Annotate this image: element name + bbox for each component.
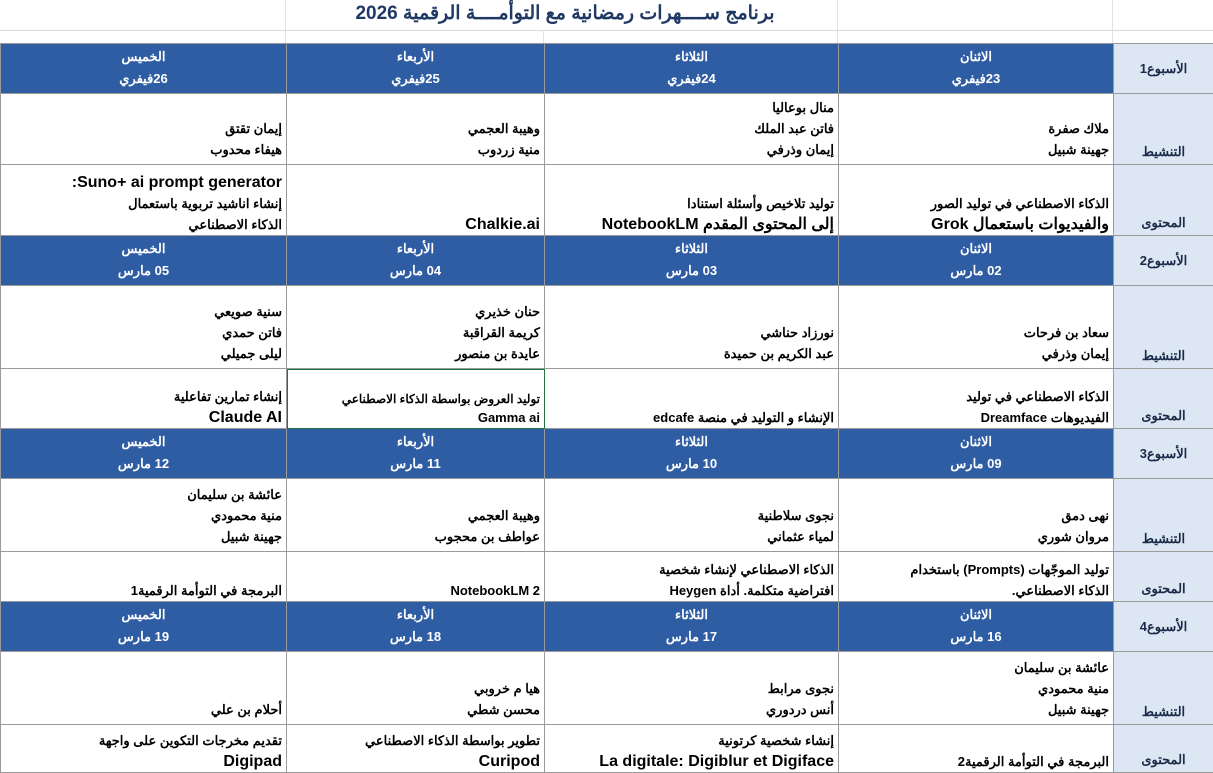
cell-line: البرمجة في التوأمة الرقمية2 (843, 751, 1109, 772)
cell-line: توليد العروض بواسطة الذكاء الاصطناعي (291, 391, 540, 407)
cell-line: وهيبة العجمي (291, 505, 540, 526)
day-name: الأربعاء (291, 431, 540, 453)
day-name: الخميس (5, 46, 282, 68)
content-label[interactable]: المحتوى (1114, 552, 1213, 602)
cell-line: جهينة شبيل (843, 139, 1109, 160)
cell-line: إلى المحتوى المقدم NotebookLM (549, 214, 834, 235)
gridline (285, 0, 286, 30)
cell-line: عائشة بن سليمان (5, 484, 282, 505)
day-name: الأربعاء (291, 46, 540, 68)
cell-line: كريمة القراقبة (291, 322, 540, 343)
activity-cell[interactable] (839, 652, 1114, 725)
cell-line: ليلى جميلي (5, 343, 282, 364)
activity-cell[interactable] (1, 652, 287, 725)
day-header-cell[interactable] (839, 44, 1114, 94)
day-header-cell[interactable] (839, 236, 1114, 286)
day-date: 25فيفري (291, 68, 540, 90)
cell-line: توليد الموجّهات (Prompts) باستخدام (843, 559, 1109, 580)
day-name: الاثنان (843, 604, 1109, 626)
cell-line: Curipod (291, 751, 540, 772)
activity-cell[interactable] (287, 652, 545, 725)
content-label[interactable]: المحتوى (1114, 165, 1213, 236)
cell-line: إيمان وذرفي (549, 139, 834, 160)
day-header-cell[interactable] (545, 236, 839, 286)
cell-line: Digipad (5, 751, 282, 772)
cell-line: منال بوعاليا (549, 97, 834, 118)
day-header-cell[interactable] (839, 602, 1114, 652)
day-name: الاثنان (843, 46, 1109, 68)
schedule-table (0, 43, 1213, 773)
day-header-cell[interactable] (287, 44, 545, 94)
content-cell[interactable] (287, 725, 545, 773)
activity-cell[interactable] (1, 479, 287, 552)
day-date: 02 مارس (843, 260, 1109, 282)
cell-line: Gamma ai (291, 407, 540, 428)
day-header-cell[interactable] (545, 429, 839, 479)
day-name: الأربعاء (291, 238, 540, 260)
cell-line: والفيديوات باستعمال Grok (843, 214, 1109, 235)
cell-line: سنية صويعي (5, 301, 282, 322)
day-name: الاثنان (843, 431, 1109, 453)
day-header-cell[interactable] (839, 429, 1114, 479)
day-date: 11 مارس (291, 453, 540, 475)
page-title: برنامج ســــهرات رمضانية مع التوأمــــة الرقمية 2026 (290, 2, 840, 25)
activity-cell[interactable] (545, 652, 839, 725)
cell-line: نجوى سلاطنية (549, 505, 834, 526)
cell-line: أحلام بن علي (5, 699, 282, 720)
content-cell[interactable] (839, 725, 1114, 773)
cell-line: نورزاد حناشي (549, 322, 834, 343)
day-name: الثلاثاء (549, 46, 834, 68)
content-cell[interactable] (1, 725, 287, 773)
day-date: 09 مارس (843, 453, 1109, 475)
cell-line: جهينة شبيل (5, 526, 282, 547)
content-cell[interactable] (287, 165, 545, 236)
content-cell[interactable] (1, 552, 287, 602)
content-cell[interactable] (545, 552, 839, 602)
day-name: الأربعاء (291, 604, 540, 626)
day-date: 05 مارس (5, 260, 282, 282)
gridline (1112, 0, 1113, 30)
day-name: الخميس (5, 238, 282, 260)
cell-line: لمياء عثماني (549, 526, 834, 547)
cell-line: NotebookLM 2 (291, 580, 540, 601)
cell-line: فاتن عبد الملك (549, 118, 834, 139)
day-date: 24فيفري (549, 68, 834, 90)
activity-cell[interactable] (839, 94, 1114, 165)
cell-line: هيفاء محدوب (5, 139, 282, 160)
content-cell[interactable] (839, 165, 1114, 236)
cell-line: إنشاء تمارين تفاعلية (5, 386, 282, 407)
activity-cell[interactable] (287, 479, 545, 552)
cell-line: الذكاء الاصطناعي (5, 214, 282, 235)
content-cell[interactable] (287, 552, 545, 602)
cell-line: افتراضية متكلمة. أداة Heygen (549, 580, 834, 601)
cell-line: Chalkie.ai (291, 214, 540, 235)
cell-line: الفيديوهات Dreamface (843, 407, 1109, 428)
cell-line: الإنشاء و التوليد في منصة edcafe (549, 407, 834, 428)
day-date: 03 مارس (549, 260, 834, 282)
content-label[interactable]: المحتوى (1114, 369, 1213, 429)
day-name: الخميس (5, 604, 282, 626)
cell-line: أنس دردوري (549, 699, 834, 720)
cell-line: نهى دمق (843, 505, 1109, 526)
content-cell[interactable] (545, 369, 839, 429)
gridline (837, 0, 838, 30)
day-date: 18 مارس (291, 626, 540, 648)
day-date: 17 مارس (549, 626, 834, 648)
cell-line: عواطف بن محجوب (291, 526, 540, 547)
content-cell[interactable] (1, 369, 287, 429)
cell-line: الذكاء الاصطناعي لإنشاء شخصية (549, 559, 834, 580)
gridline (543, 30, 544, 43)
day-date: 23فيفري (843, 68, 1109, 90)
activity-cell[interactable] (287, 94, 545, 165)
cell-line: نجوى مرابط (549, 678, 834, 699)
cell-line: وهيبة العجمي (291, 118, 540, 139)
day-header-cell[interactable] (545, 44, 839, 94)
day-name: الثلاثاء (549, 238, 834, 260)
content-cell[interactable] (1, 165, 287, 236)
content-cell[interactable] (287, 369, 545, 429)
cell-line: فاتن حمدي (5, 322, 282, 343)
cell-line: Suno+ ai prompt generator: (5, 172, 282, 193)
day-header-cell[interactable] (1, 44, 287, 94)
activity-label[interactable]: التنشيط (1114, 94, 1213, 165)
day-header-cell[interactable] (287, 236, 545, 286)
cell-line: ملاك صفرة (843, 118, 1109, 139)
spacer-row (0, 30, 1213, 43)
cell-line: جهينة شبيل (843, 699, 1109, 720)
day-date: 19 مارس (5, 626, 282, 648)
cell-line: مروان شوري (843, 526, 1109, 547)
activity-cell[interactable] (839, 286, 1114, 369)
day-header-cell[interactable] (1, 429, 287, 479)
day-date: 04 مارس (291, 260, 540, 282)
activity-label[interactable]: التنشيط (1114, 479, 1213, 552)
activity-label[interactable]: التنشيط (1114, 286, 1213, 369)
gridline (1112, 30, 1113, 43)
cell-line: عائشة بن سليمان (843, 657, 1109, 678)
cell-line: تطوير بواسطة الذكاء الاصطناعي (291, 730, 540, 751)
activity-cell[interactable] (287, 286, 545, 369)
day-name: الاثنان (843, 238, 1109, 260)
cell-line: La digitale: Digiblur et Digiface (549, 751, 834, 772)
cell-line: منية زردوب (291, 139, 540, 160)
cell-line: سعاد بن فرحات (843, 322, 1109, 343)
cell-line: تقديم مخرجات التكوين على واجهة (5, 730, 282, 751)
cell-line: الذكاء الاصطناعي في توليد الصور (843, 193, 1109, 214)
day-name: الثلاثاء (549, 431, 834, 453)
cell-line: محسن شطي (291, 699, 540, 720)
activity-cell[interactable] (545, 479, 839, 552)
cell-line: إنشاء اناشيد تربوية باستعمال (5, 193, 282, 214)
cell-line: منية محمودي (843, 678, 1109, 699)
activity-cell[interactable] (545, 286, 839, 369)
gridline (285, 30, 286, 43)
content-cell[interactable] (545, 725, 839, 773)
day-date: 10 مارس (549, 453, 834, 475)
activity-cell[interactable] (1, 94, 287, 165)
activity-cell[interactable] (545, 94, 839, 165)
cell-line: Claude AI (5, 407, 282, 428)
gridline (837, 30, 838, 43)
cell-line: إيمان تقتق (5, 118, 282, 139)
cell-line: إنشاء شخصية كرتونية (549, 730, 834, 751)
cell-line: عبد الكريم بن حميدة (549, 343, 834, 364)
day-header-cell[interactable] (287, 429, 545, 479)
content-cell[interactable] (839, 552, 1114, 602)
cell-line: إيمان وذرفي (843, 343, 1109, 364)
day-date: 16 مارس (843, 626, 1109, 648)
cell-line: عايدة بن منصور (291, 343, 540, 364)
day-header-cell[interactable] (1, 602, 287, 652)
cell-line: الذكاء الاصطناعي في توليد (843, 386, 1109, 407)
day-name: الثلاثاء (549, 604, 834, 626)
cell-line: حنان خذيري (291, 301, 540, 322)
content-label[interactable]: المحتوى (1114, 725, 1213, 773)
activity-cell[interactable] (1, 286, 287, 369)
cell-line: البرمجة في التوأمة الرقمية1 (5, 580, 282, 601)
title-row (0, 0, 1213, 31)
day-header-cell[interactable] (1, 236, 287, 286)
week-label[interactable]: الأسبوع3 (1114, 429, 1213, 479)
cell-line: توليد تلاخيص وأسئلة استنادا (549, 193, 834, 214)
day-name: الخميس (5, 431, 282, 453)
day-date: 26فيفري (5, 68, 282, 90)
week-label[interactable]: الأسبوع4 (1114, 602, 1213, 652)
content-cell[interactable] (545, 165, 839, 236)
day-date: 12 مارس (5, 453, 282, 475)
cell-line: هيا م خروبي (291, 678, 540, 699)
day-header-cell[interactable] (545, 602, 839, 652)
week-label[interactable]: الأسبوع2 (1114, 236, 1213, 286)
cell-line: الذكاء الاصطناعي. (843, 580, 1109, 601)
activity-label[interactable]: التنشيط (1114, 652, 1213, 725)
cell-line: منية محمودي (5, 505, 282, 526)
activity-cell[interactable] (839, 479, 1114, 552)
day-header-cell[interactable] (287, 602, 545, 652)
content-cell[interactable] (839, 369, 1114, 429)
week-label[interactable]: الأسبوع1 (1114, 44, 1213, 94)
